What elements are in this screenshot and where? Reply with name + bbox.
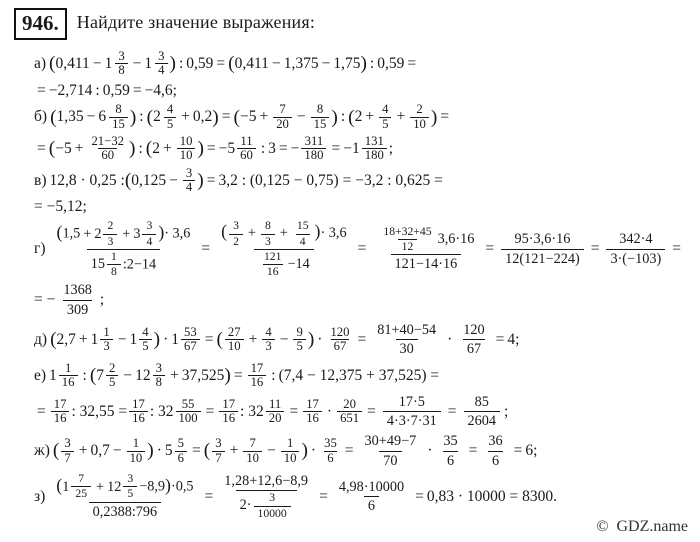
value: 0,125 — [131, 171, 167, 189]
item-label-a: а) — [34, 54, 47, 72]
fraction: $\frac{20}{651}$ — [337, 398, 362, 426]
plus-sign: + — [74, 140, 84, 158]
paren-close: ) — [147, 440, 154, 462]
division-sign: : — [340, 108, 346, 126]
value: −2,714 — [48, 81, 93, 99]
expression-part: : 32 — [240, 402, 264, 420]
equals-sign: = — [440, 108, 450, 126]
paren-open: ( — [216, 329, 223, 351]
value: 2 — [152, 140, 160, 158]
division-sign: : — [82, 366, 87, 384]
fraction: $\frac{11}{20}$ — [266, 398, 285, 426]
equals-sign: = — [233, 366, 243, 384]
big-fraction: $\frac{30+49-7}{70}$ — [364, 433, 417, 469]
division-sign: : — [369, 54, 375, 72]
equals-sign: = — [216, 54, 226, 72]
value: −5 — [218, 140, 236, 158]
big-fraction: 1,28+12,6−8,9 2· $\frac{3}{10000}$ — [224, 473, 309, 520]
paren-close: ) — [153, 329, 161, 351]
minus-sign: − — [271, 54, 281, 72]
minus-sign: − — [267, 442, 276, 460]
paren-close: ) — [331, 106, 338, 128]
paren-open: ( — [348, 106, 355, 128]
task-number: 946. — [14, 8, 67, 40]
numerator: ( 1 $\frac{7}{25}$ + 12 $\frac{3}{5}$ −8,9)·0,5 — [56, 472, 194, 501]
fraction: $\frac{55}{100}$ — [176, 398, 201, 426]
fraction: $\frac{3}{8}$ — [115, 50, 127, 78]
solution-zh-line1 — [34, 433, 686, 469]
item-label-b: б) — [34, 108, 48, 126]
numerator: ( $\frac{3}{2}$ + $\frac{8}{3}$ + $\frac{15}{4}$ )· 3,6 — [221, 219, 347, 248]
value: 0,411 — [234, 54, 269, 72]
item-label-e: е) — [34, 366, 47, 384]
value: 1,75 — [333, 54, 361, 72]
paren-open: ( — [145, 138, 153, 160]
minus-sign: − — [279, 331, 289, 349]
fraction: $\frac{17}{16}$ — [248, 362, 267, 390]
fraction: $\frac{3}{7}$ — [61, 437, 73, 465]
division-sign: : — [271, 366, 276, 384]
paren-open: ( — [233, 106, 240, 128]
plus-sign: + — [365, 108, 375, 126]
big-fraction — [217, 220, 350, 278]
fraction: $\frac{8}{15}$ — [109, 103, 128, 131]
equals-minus: = − — [34, 291, 56, 309]
equals-sign: = — [357, 331, 367, 349]
expression-part: 12,8 · 0,25 : — [49, 171, 125, 189]
paren-open: ( — [146, 106, 154, 128]
denominator: 0,2388:796 — [89, 502, 162, 520]
fraction: $\frac{17}{16}$ — [51, 398, 70, 426]
fraction: $\frac{7}{10}$ — [243, 437, 262, 465]
paren-close: ) — [197, 169, 204, 191]
paren-close: ) — [360, 53, 367, 75]
solution-g-line2 — [34, 282, 686, 318]
equals-sign: = — [319, 487, 328, 505]
paren-open: ( — [124, 169, 132, 191]
result: 4; — [507, 331, 520, 349]
value: 37,525 — [181, 366, 225, 384]
item-label-zh: ж) — [34, 442, 50, 460]
big-fraction: $\frac{17\cdot 5}{4\cdot 3\cdot 7\cdot 31}$ — [383, 394, 441, 430]
task-header — [0, 0, 700, 40]
site-name: GDZ.name — [616, 518, 688, 535]
big-fraction — [373, 226, 478, 273]
result: −4,6; — [144, 81, 177, 99]
paren-close: ) — [301, 440, 308, 462]
equals-sign: = — [367, 402, 376, 420]
fraction: $\frac{17}{16}$ — [129, 398, 148, 426]
big-fraction: $\frac{120}{67}$ — [463, 322, 485, 358]
mixed-number: 1 $\frac{4}{5}$ — [130, 326, 154, 354]
value: 0,59 — [102, 81, 130, 99]
paren-open: ( — [50, 106, 57, 128]
minus-sign: − — [169, 171, 178, 189]
fraction: $\frac{311}{180}$ — [301, 135, 326, 163]
result: = −5,12; — [34, 198, 87, 216]
copyright-icon: © — [596, 518, 609, 535]
big-fraction: $\frac{36}{6}$ — [488, 433, 503, 469]
paren-close: ) — [129, 138, 136, 160]
plus-sign: + — [169, 366, 179, 384]
paren-close: ) — [430, 106, 438, 128]
fraction: $\frac{9}{5}$ — [293, 326, 305, 354]
denominator: $\frac{121}{16}$ −14 — [254, 249, 314, 279]
plus-sign: + — [78, 442, 88, 460]
fraction: $\frac{1}{10}$ — [281, 437, 300, 465]
value: 1,35 — [56, 108, 84, 126]
paren-close: ) — [197, 138, 204, 160]
equals-sign: = — [495, 331, 505, 349]
equals-sign: = — [278, 140, 288, 158]
minus-sign: − — [117, 331, 127, 349]
fraction: $\frac{4}{5}$ — [379, 103, 391, 131]
whole-part: 1 — [104, 54, 113, 72]
minus-sign: − — [86, 108, 96, 126]
equals-sign: = — [221, 108, 231, 126]
paren-open: ( — [50, 329, 57, 351]
item-label-z: з) — [34, 487, 46, 505]
solution-a-line2 — [34, 82, 686, 100]
big-fraction: $\frac{4,98\cdot 10000}{6}$ — [338, 478, 405, 515]
fraction: $\frac{21-32}{60}$ — [91, 134, 125, 163]
big-fraction — [52, 473, 197, 520]
multiply-sign: · — [427, 442, 433, 460]
punctuation: ; — [388, 140, 394, 158]
solution-z-line1 — [34, 473, 686, 520]
mixed-number: 2 $\frac{4}{5}$ — [153, 103, 178, 131]
fraction: $\frac{1}{10}$ — [127, 437, 146, 465]
big-fraction: $\frac{95\cdot 3,6\cdot 16}{12(121-224)}$ — [501, 231, 584, 267]
paren-open: ( — [48, 138, 56, 160]
result: 0,83 · 10000 = 8300. — [426, 487, 558, 505]
paren-open: ( — [49, 53, 56, 75]
solution-b-line2 — [34, 135, 686, 163]
expression-part: : 32,55 = — [71, 402, 128, 420]
value: 2,7 — [56, 331, 76, 349]
punctuation: ; — [504, 402, 509, 420]
big-fraction: $\frac{85}{2604}$ — [464, 394, 501, 430]
fraction: $\frac{131}{180}$ — [362, 135, 387, 163]
paren-close: ) — [212, 106, 219, 128]
minus-sign: − — [92, 54, 102, 72]
paren-open: ( — [228, 53, 235, 75]
equals-sign: = — [192, 442, 201, 460]
minus-sign: − — [290, 140, 300, 158]
mixed-number: 6 $\frac{8}{15}$ — [98, 103, 129, 131]
fraction: $\frac{4}{5}$ — [164, 103, 176, 131]
minus-sign: − — [321, 54, 331, 72]
value: 0,59 — [186, 54, 214, 72]
value: 0,59 — [377, 54, 405, 72]
equals-sign: = — [357, 240, 367, 258]
footer-watermark — [596, 518, 688, 536]
solution-v-line2 — [34, 198, 686, 216]
equals-sign: = — [415, 487, 424, 505]
item-label-d: д) — [34, 331, 48, 349]
division-sign: : — [139, 108, 144, 126]
mixed-number — [105, 50, 130, 78]
multiply-sign: · — [317, 331, 323, 349]
fraction: $\frac{3}{4}$ — [183, 167, 195, 195]
task-instruction: Найдите значение выражения: — [76, 12, 316, 32]
denominator: 121−14·16 — [391, 254, 462, 272]
equals-sign: = — [344, 442, 354, 460]
paren-close: ) — [224, 364, 231, 386]
value: 0,7 — [90, 442, 110, 460]
equals-sign: = — [204, 487, 214, 505]
division-sign: : — [178, 54, 184, 72]
paren-close: ) — [307, 329, 315, 351]
solution-e-line2 — [34, 394, 686, 430]
numerator: (1,5 + 2 $\frac{2}{3}$ + 3 $\frac{3}{4}$ )· 3,6 — [56, 219, 191, 248]
minus-sign: − — [132, 54, 142, 72]
division-sign: : — [95, 81, 100, 99]
solution-b-line1 — [34, 103, 686, 131]
value: 2 — [354, 108, 363, 126]
equals-sign: = — [37, 140, 46, 158]
big-fraction: $\frac{81+40-54}{30}$ — [377, 322, 437, 358]
fraction: $\frac{2}{10}$ — [410, 103, 429, 131]
denominator: 15 $\frac{1}{8}$ :2−14 — [87, 249, 160, 279]
equals-sign: = — [468, 442, 478, 460]
value: −1 — [343, 140, 360, 158]
plus-sign: + — [259, 108, 269, 126]
big-fraction: $\frac{35}{6}$ — [443, 433, 458, 469]
multiply-sign: · — [326, 402, 333, 420]
division-sign: : — [138, 140, 143, 158]
result: 6; — [525, 442, 538, 460]
value: 0,2 — [192, 108, 213, 126]
plus-sign: + — [181, 108, 190, 126]
plus-sign: + — [78, 331, 88, 349]
fraction: $\frac{27}{10}$ — [225, 326, 244, 354]
equals-sign: = — [331, 140, 341, 158]
fraction: $\frac{7}{20}$ — [273, 103, 292, 131]
fraction: $\frac{3}{4}$ — [155, 50, 167, 78]
item-label-g: г) — [34, 240, 46, 258]
fraction: $\frac{10}{10}$ — [177, 135, 196, 163]
paren-close: ) — [129, 106, 137, 128]
multiply-sign: · — [310, 442, 317, 460]
big-fraction: $\frac{1368}{309}$ — [63, 282, 92, 318]
equals-sign: = — [447, 402, 457, 420]
multiply-sign: · — [163, 331, 169, 349]
mixed-number: 1 $\frac{1}{16}$ — [49, 362, 79, 390]
fraction: $\frac{4}{3}$ — [262, 326, 274, 354]
fraction: $\frac{11}{60}$ — [237, 135, 256, 163]
solution-g-line1 — [34, 220, 686, 278]
value: −5 — [55, 140, 72, 158]
plus-sign: + — [396, 108, 406, 126]
mixed-number: 5 $\frac{5}{6}$ — [165, 437, 189, 465]
fraction: $\frac{17}{16}$ — [219, 398, 238, 426]
value: 0,411 — [55, 54, 90, 72]
solution-d-line1 — [34, 322, 686, 358]
equals-sign: = — [132, 81, 142, 99]
mixed-number: 12 $\frac{3}{8}$ — [135, 362, 167, 390]
value: 3 — [268, 140, 276, 158]
value: −5 — [239, 108, 257, 126]
equals-sign: = — [590, 240, 600, 258]
equals-sign: = — [205, 402, 215, 420]
equals-sign: = — [485, 240, 495, 258]
paren-close: ) — [169, 53, 176, 75]
big-fraction: $\frac{342\cdot 4}{3\cdot(-103)}$ — [606, 231, 665, 267]
expression-part: : 32 — [149, 402, 174, 420]
equals-sign: = — [204, 331, 214, 349]
fraction: $\frac{120}{67}$ — [330, 325, 350, 354]
mixed-number: 1 $\frac{3}{4}$ — [144, 50, 169, 78]
minus-sign: − — [112, 442, 122, 460]
mixed-number: 1 $\frac{1}{3}$ — [91, 326, 115, 354]
value: 1,375 — [283, 54, 319, 72]
solution-v-line1 — [34, 167, 686, 195]
denominator: 2· $\frac{3}{10000}$ — [236, 490, 297, 520]
equals-sign: = — [206, 140, 216, 158]
expression-part: 3,2 : (0,125 − 0,75) = −3,2 : 0,625 = — [218, 171, 443, 189]
solution-a-line1 — [34, 50, 686, 78]
minus-sign: − — [296, 108, 306, 126]
plus-sign: + — [229, 442, 239, 460]
fraction: $\frac{3}{7}$ — [212, 437, 224, 465]
equals-sign: = — [37, 81, 46, 99]
punctuation: ; — [99, 291, 105, 309]
fraction: $\frac{8}{15}$ — [311, 103, 330, 131]
paren-open: ( — [52, 440, 60, 462]
multiply-sign: · — [156, 442, 162, 460]
equals-sign: = — [407, 54, 417, 72]
multiply-sign: · — [447, 331, 453, 349]
item-label-v: в) — [34, 171, 47, 189]
equals-sign: = — [201, 240, 211, 258]
equals-sign: = — [672, 240, 681, 258]
paren-open: ( — [203, 440, 211, 462]
minus-sign: − — [123, 366, 133, 384]
equals-sign: = — [37, 402, 46, 420]
plus-sign: + — [248, 331, 258, 349]
expression-part: (7,4 − 12,375 + 37,525) = — [278, 366, 440, 384]
mixed-number: 7 $\frac{2}{5}$ — [96, 362, 120, 390]
big-fraction — [53, 220, 195, 278]
equals-sign: = — [513, 442, 523, 460]
paren-open: ( — [89, 364, 97, 386]
solutions-body — [0, 40, 700, 520]
solution-e-line1 — [34, 362, 686, 390]
plus-sign: + — [163, 140, 172, 158]
fraction: $\frac{17}{16}$ — [303, 398, 322, 426]
equals-sign: = — [206, 171, 216, 189]
equals-sign: = — [289, 402, 299, 420]
numerator: $\frac{18+32+45}{12}$ 3,6·16 — [383, 224, 475, 254]
division-sign: : — [260, 140, 266, 158]
fraction: $\frac{35}{6}$ — [324, 436, 337, 465]
mixed-number: 1 $\frac{53}{67}$ — [171, 326, 201, 354]
